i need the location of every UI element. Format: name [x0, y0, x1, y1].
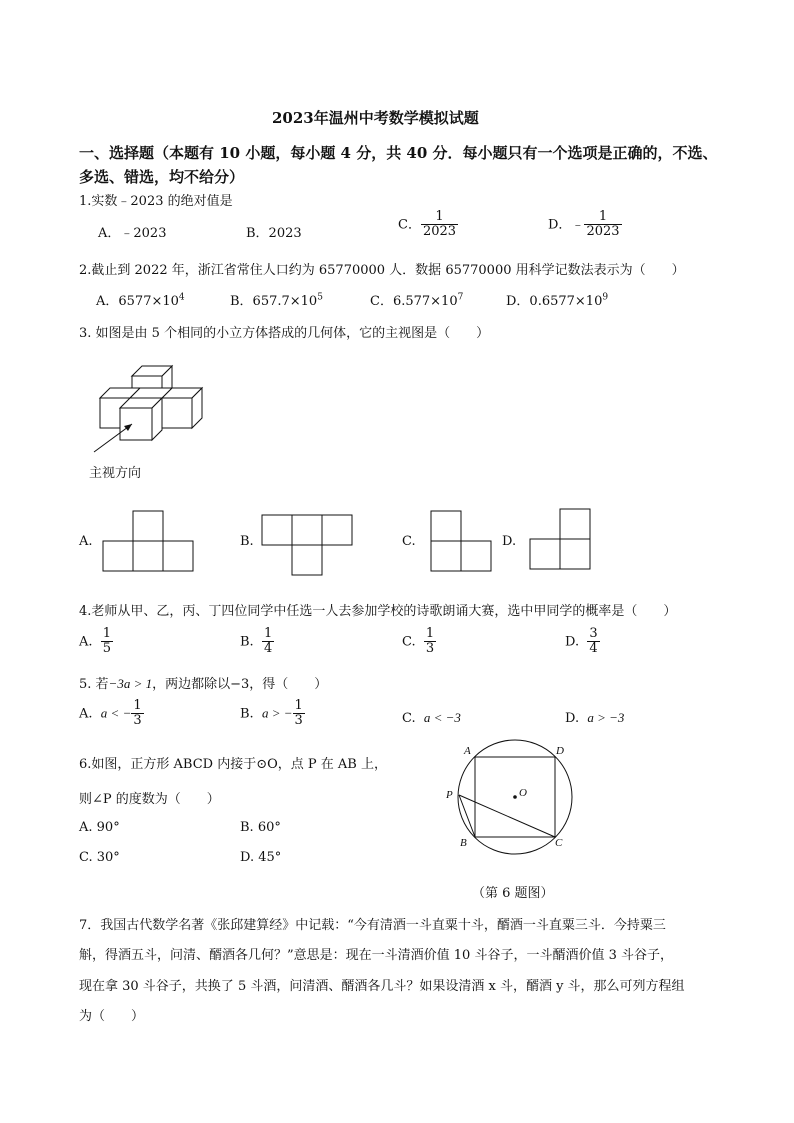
q7-line4: 为（ ）	[79, 1009, 145, 1024]
q6-option-d: D. 45°	[240, 850, 282, 865]
q1-stem: 1.实数﹣2023 的绝对值是	[79, 194, 233, 209]
q6-label-p: P	[446, 789, 453, 801]
q6-circle-figure	[440, 740, 580, 860]
q2-option-c: C．$6.577\times 10^7$	[370, 292, 464, 309]
q2-stem: 2.截止到 2022 年，浙江省常住人口约为 65770000 人．数据 65770000 用科学记数法表示为（ ）	[79, 263, 685, 278]
q1-option-c: C． $\frac{1}{2023}$	[398, 209, 457, 240]
q3-option-d-label: D.	[502, 534, 517, 549]
q6-label-b: B	[460, 837, 467, 849]
q6-caption: （第 6 题图）	[472, 886, 554, 901]
q3-option-a-label: A.	[79, 534, 93, 549]
q1-d-denominator: 2023	[586, 224, 620, 240]
q2-option-b: B．$657.7\times 10^5$	[230, 292, 323, 309]
q3-option-b-label: B.	[240, 534, 254, 549]
q6-label-c: C	[555, 837, 563, 849]
q3-option-d-figure	[529, 508, 595, 572]
q5-stem: 5. 若−3a > 1，两边都除以−3，得（ ）	[79, 676, 328, 692]
q7-line3: 现在拿 30 斗谷子，共换了 5 斗酒，问清酒、醑酒各几斗？如果设清酒 x 斗，醑酒 y 斗，那么可列方程组	[79, 979, 685, 994]
q5-option-d: D. a > −3	[565, 710, 625, 726]
page-title: 2023年温州中考数学模拟试题	[272, 109, 479, 127]
q6-option-c: C. 30°	[79, 850, 120, 865]
q4-option-c: C. $\frac{1}{3}$	[402, 626, 435, 657]
q6-label-o: O	[519, 787, 527, 799]
q1-option-b: B．2023	[246, 226, 302, 241]
q7-line1: 7．我国古代数学名著《张邱建算经》中记载：“今有清酒一斗直粟十斗，醑酒一斗直粟三斗．今持粟三	[79, 918, 666, 933]
q6-label-a: A	[464, 745, 471, 757]
q6-label-d: D	[556, 745, 564, 757]
q3-option-c-label: C.	[402, 534, 416, 549]
q1-c-denominator: 2023	[422, 224, 457, 240]
section-header-line2: 多选、错选，均不给分）	[79, 168, 245, 186]
q7-line2: 斛，得酒五斗，问清、醑酒各几何？”意思是：现在一斗清酒价值 10 斗谷子，一斗醑酒价值 3 斗谷子，	[79, 948, 673, 963]
q3-stem: 3. 如图是由 5 个相同的小立方体搭成的几何体，它的主视图是（ ）	[79, 326, 490, 341]
q4-option-b: B. $\frac{1}{4}$	[240, 626, 273, 657]
q3-cube-figure	[80, 360, 230, 470]
q1-d-numerator: 1	[598, 209, 608, 224]
q3-option-b-figure	[261, 514, 356, 578]
q6-stem-line1: 6.如图，正方形 ABCD 内接于⊙O，点 P 在 AB 上，	[79, 757, 387, 772]
q5-option-c: C. a < −3	[402, 710, 461, 726]
q6-stem-line2: 则∠P 的度数为（ ）	[79, 792, 220, 807]
q5-option-a: A. a < − $\frac{1}{3}$	[79, 698, 142, 729]
q6-option-a: A. 90°	[79, 820, 120, 835]
q1-c-numerator: 1	[435, 209, 444, 224]
section-header-line1: 一、选择题（本题有 10 小题，每小题 4 分，共 40 分．每小题只有一个选项是正确的，不选、	[79, 144, 718, 162]
q5-option-b: B. a > − $\frac{1}{3}$	[240, 698, 303, 729]
q3-direction-label: 主视方向	[89, 466, 142, 481]
q2-option-d: D．$0.6577\times 10^9$	[506, 292, 609, 309]
q6-option-b: B. 60°	[240, 820, 281, 835]
q4-stem: 4.老师从甲、乙，丙、丁四位同学中任选一人去参加学校的诗歌朗诵大赛，选中甲同学的概率是（ ）	[79, 604, 677, 619]
q2-option-a: A．$6577\times 10^4$	[96, 292, 185, 309]
q1-option-a: A．﹣2023	[98, 226, 167, 241]
q4-option-d: D. $\frac{3}{4}$	[565, 626, 598, 657]
q3-option-a-figure	[102, 510, 197, 574]
q1-option-d: D．﹣ $\frac{1}{2023}$	[548, 209, 620, 240]
q3-option-c-figure	[430, 510, 496, 574]
q4-option-a: A. $\frac{1}{5}$	[79, 626, 112, 657]
